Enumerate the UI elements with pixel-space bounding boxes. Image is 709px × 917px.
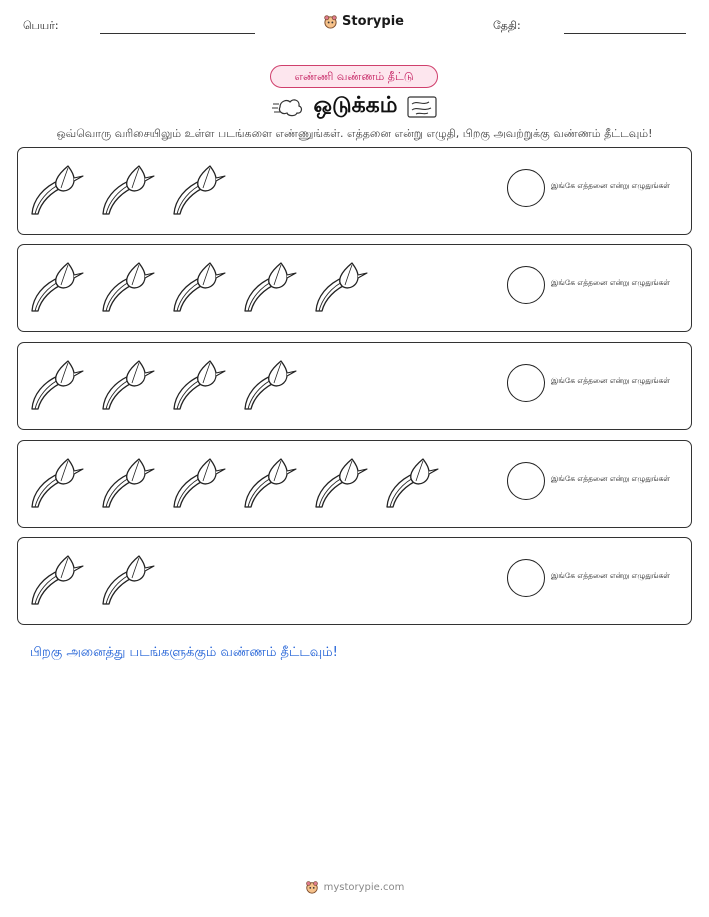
feather-icon (101, 554, 155, 606)
feather-icon (172, 457, 226, 509)
feather-group (30, 261, 368, 313)
brand-logo (323, 14, 404, 29)
count-row-3 (17, 342, 692, 430)
feather-icon (30, 554, 84, 606)
feather-icon (172, 359, 226, 411)
date-line[interactable] (564, 33, 686, 34)
wind-puff-icon (272, 96, 304, 118)
name-line[interactable] (100, 33, 255, 34)
count-row-5 (17, 537, 692, 625)
feather-icon (172, 261, 226, 313)
activity-badge: எண்ணி வண்ணம் தீட்டு (270, 65, 438, 88)
title-text: ஒடுக்கம் (313, 93, 398, 118)
answer-label: இங்கே எத்தனை என்று எழுதுங்கள் (551, 571, 671, 580)
answer-circle[interactable] (507, 462, 545, 500)
feather-icon (314, 457, 368, 509)
feather-icon (30, 359, 84, 411)
wind-box-icon (407, 96, 437, 118)
feather-icon (101, 164, 155, 216)
brand-name: Storypie (342, 14, 404, 29)
feather-icon (243, 457, 297, 509)
answer-label: இங்கே எத்தனை என்று எழுதுங்கள் (551, 376, 671, 385)
answer-label: இங்கே எத்தனை என்று எழுதுங்கள் (551, 474, 671, 483)
feather-icon (172, 164, 226, 216)
feather-group (30, 164, 226, 216)
answer-label: இங்கே எத்தனை என்று எழுதுங்கள் (551, 181, 671, 190)
answer-circle[interactable] (507, 266, 545, 304)
feather-icon (314, 261, 368, 313)
storypie-mascot-icon (305, 880, 319, 894)
feather-icon (101, 359, 155, 411)
feather-icon (243, 261, 297, 313)
storypie-mascot-icon (323, 14, 338, 29)
page-title (200, 92, 509, 122)
answer-circle[interactable] (507, 169, 545, 207)
site-footer (0, 880, 709, 894)
count-row-1 (17, 147, 692, 235)
count-row-4 (17, 440, 692, 528)
name-label: பெயர்: (23, 19, 59, 32)
feather-group (30, 457, 439, 509)
site-url: mystorypie.com (323, 881, 405, 893)
feather-icon (30, 261, 84, 313)
feather-group (30, 359, 297, 411)
instructions: ஒவ்வொரு வரிசையிலும் உள்ள படங்களை எண்ணுங்கள். எத்தனை என்று எழுதி, பிறகு அவற்றுக்கு வண்ணம் தீட்டவும்! (56, 127, 653, 140)
feather-icon (243, 359, 297, 411)
answer-circle[interactable] (507, 559, 545, 597)
feather-icon (30, 457, 84, 509)
footer-instruction: பிறகு அனைத்து படங்களுக்கும் வண்ணம் தீட்டவும்! (30, 645, 338, 660)
feather-icon (385, 457, 439, 509)
feather-group (30, 554, 155, 606)
date-label: தேதி: (493, 19, 521, 32)
count-row-2 (17, 244, 692, 332)
feather-icon (101, 261, 155, 313)
answer-circle[interactable] (507, 364, 545, 402)
answer-label: இங்கே எத்தனை என்று எழுதுங்கள் (551, 278, 671, 287)
feather-icon (101, 457, 155, 509)
feather-icon (30, 164, 84, 216)
